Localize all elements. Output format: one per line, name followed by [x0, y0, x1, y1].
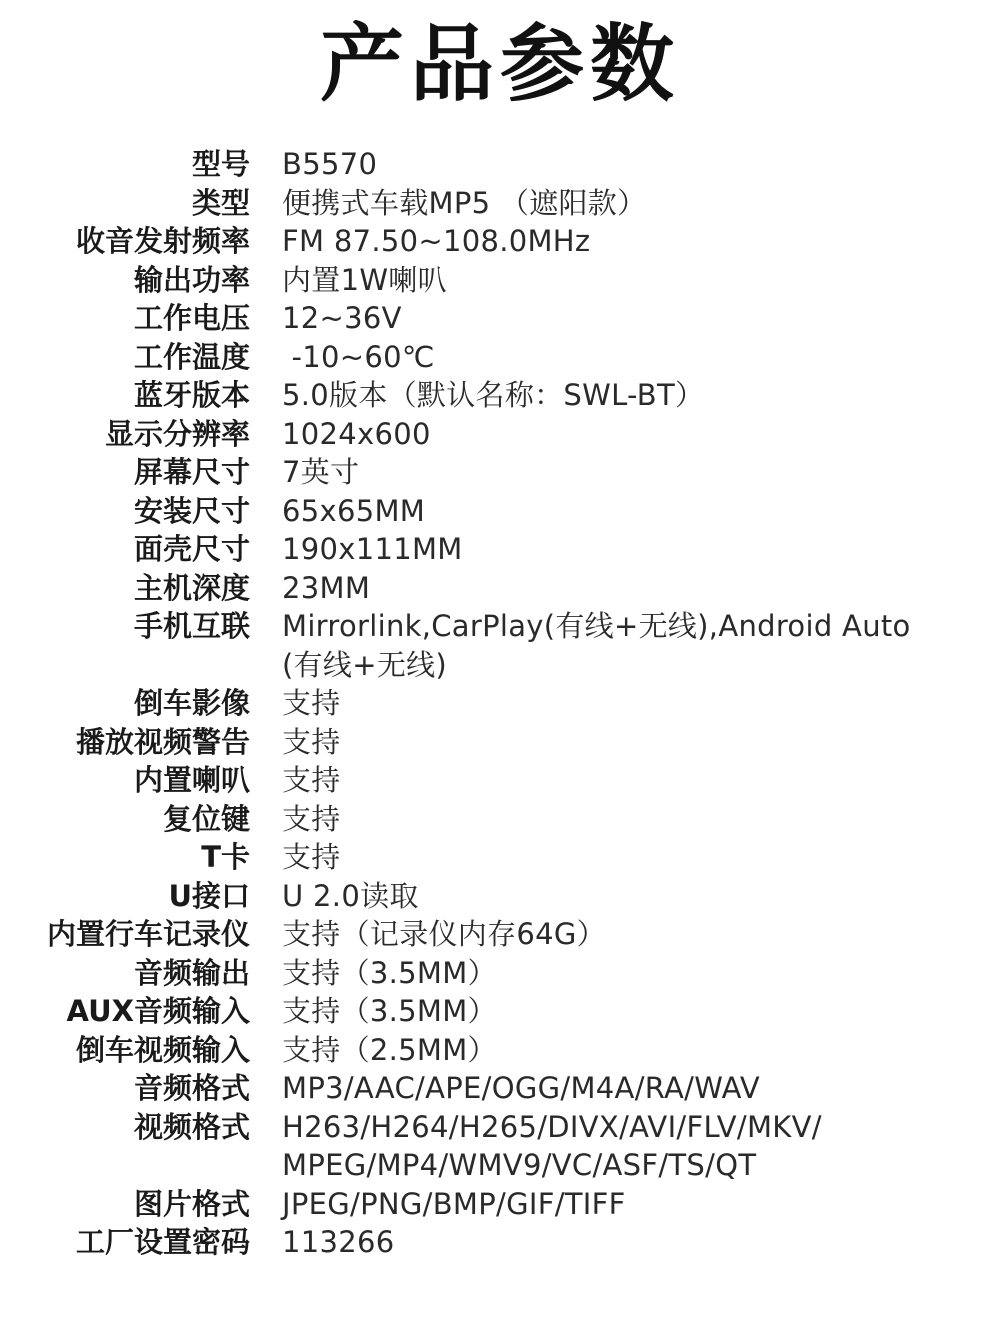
spec-value: 65x65MM: [282, 493, 426, 528]
spec-value: B5570: [282, 147, 378, 181]
spec-value: 1024x600: [282, 416, 431, 451]
spec-row: [0, 1031, 1000, 1070]
spec-row: [0, 453, 1000, 492]
spec-row: [0, 492, 1000, 531]
spec-label: T卡: [201, 840, 250, 874]
spec-label: 安装尺寸: [133, 493, 250, 528]
spec-row: [0, 1108, 1000, 1185]
spec-value: 支持（记录仪内存64G）: [282, 917, 606, 951]
spec-value: 便携式车载MP5 （遮阳款）: [282, 185, 647, 220]
spec-label: 音频格式: [133, 1071, 250, 1105]
spec-label: 复位键: [162, 801, 250, 836]
spec-label: 输出功率: [133, 262, 250, 297]
spec-label: 倒车视频输入: [75, 1032, 250, 1067]
spec-row: [0, 530, 1000, 569]
spec-row: [0, 954, 1000, 993]
spec-label: 手机互联: [133, 609, 250, 643]
spec-value: 内置1W喇叭: [282, 262, 447, 297]
spec-label: 内置喇叭: [133, 763, 250, 797]
spec-value: JPEG/PNG/BMP/GIF/TIFF: [282, 1186, 626, 1221]
spec-label: 屏幕尺寸: [133, 455, 250, 489]
spec-value: 支持（3.5MM）: [282, 955, 497, 990]
spec-row: [0, 1185, 1000, 1224]
spec-table: [0, 145, 1000, 1262]
spec-value: 5.0版本（默认名称：SWL-BT）: [282, 378, 705, 412]
spec-row: [0, 338, 1000, 377]
spec-row: [0, 761, 1000, 800]
spec-row: [0, 992, 1000, 1031]
spec-label: U接口: [168, 878, 250, 913]
spec-value: 113266: [282, 1225, 395, 1259]
spec-value: 12~36V: [282, 301, 402, 335]
spec-label: 面壳尺寸: [133, 532, 250, 566]
spec-value: 23MM: [282, 570, 371, 605]
spec-label: 型号: [191, 147, 250, 181]
spec-row: [0, 569, 1000, 608]
page-title: 产品参数: [319, 15, 680, 113]
spec-label: 工作电压: [133, 301, 250, 335]
spec-label: 主机深度: [133, 570, 250, 605]
spec-value: 7英寸: [282, 455, 360, 489]
spec-label: 显示分辨率: [104, 416, 250, 451]
spec-label: 视频格式: [133, 1109, 250, 1144]
spec-row: [0, 1223, 1000, 1262]
spec-value: 支持: [282, 763, 341, 797]
spec-row: [0, 800, 1000, 839]
spec-value: H263/H264/H265/DIVX/AVI/FLV/MKV/ MPEG/MP4/WMV9/VC/ASF/TS/QT: [282, 1109, 822, 1182]
spec-row: [0, 1069, 1000, 1108]
spec-label: 类型: [191, 185, 250, 220]
spec-label: 工厂设置密码: [75, 1225, 250, 1259]
spec-label: AUX音频输入: [66, 994, 250, 1028]
spec-row: [0, 415, 1000, 454]
spec-value: 支持: [282, 801, 341, 836]
spec-label: 蓝牙版本: [133, 378, 250, 412]
spec-label: 播放视频警告: [75, 724, 250, 759]
spec-row: [0, 838, 1000, 877]
spec-label: 工作温度: [133, 339, 250, 374]
spec-row: [0, 607, 1000, 684]
spec-label: 音频输出: [133, 955, 250, 990]
spec-value: U 2.0读取: [282, 878, 419, 913]
spec-value: FM 87.50~108.0MHz: [282, 224, 591, 258]
spec-label: 内置行车记录仪: [46, 917, 250, 951]
spec-value: 190x111MM: [282, 532, 463, 566]
spec-label: 倒车影像: [133, 686, 250, 720]
spec-row: [0, 723, 1000, 762]
spec-row: [0, 877, 1000, 916]
spec-value: -10~60℃: [282, 339, 435, 374]
spec-row: [0, 376, 1000, 415]
spec-value: Mirrorlink,CarPlay(有线+无线),Android Auto (有线+无线): [282, 609, 911, 682]
spec-row: [0, 915, 1000, 954]
spec-row: [0, 184, 1000, 223]
spec-row: [0, 145, 1000, 184]
spec-value: 支持: [282, 686, 341, 720]
spec-row: [0, 261, 1000, 300]
spec-value: 支持: [282, 840, 341, 874]
spec-row: [0, 299, 1000, 338]
spec-label: 图片格式: [133, 1186, 250, 1221]
spec-row: [0, 684, 1000, 723]
spec-value: 支持（2.5MM）: [282, 1032, 497, 1067]
spec-label: 收音发射频率: [75, 224, 250, 258]
spec-value: 支持: [282, 724, 341, 759]
spec-row: [0, 222, 1000, 261]
spec-value: 支持（3.5MM）: [282, 994, 497, 1028]
spec-value: MP3/AAC/APE/OGG/M4A/RA/WAV: [282, 1071, 761, 1105]
